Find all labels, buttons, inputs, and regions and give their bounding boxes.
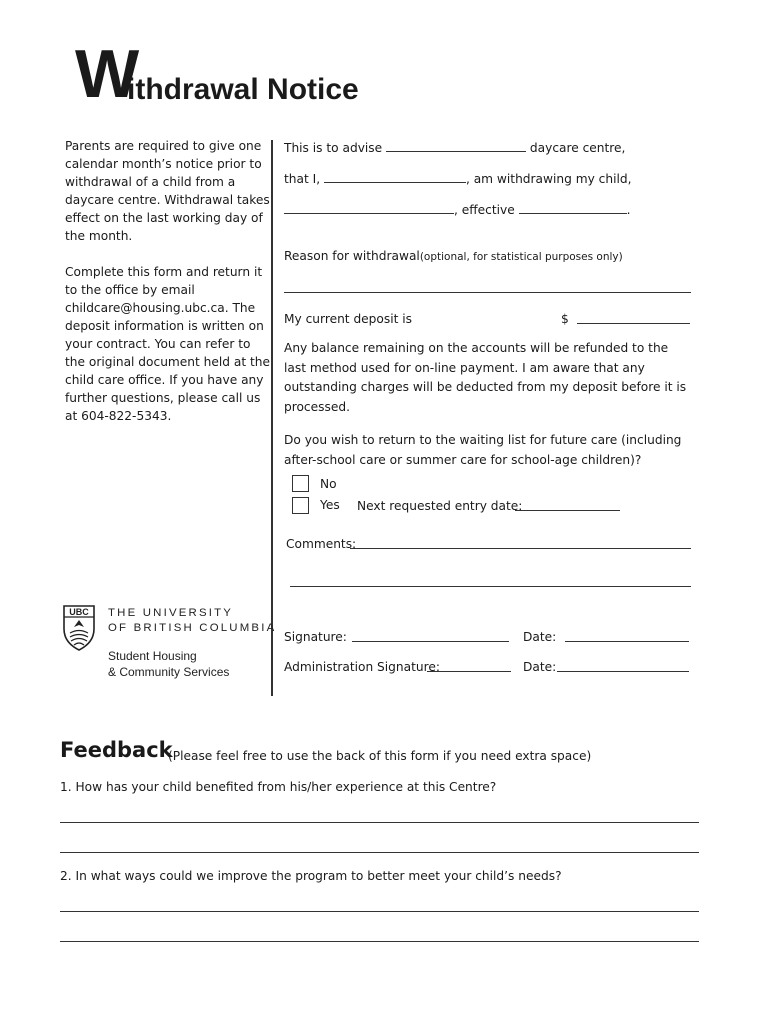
signature-date-label: Date: bbox=[523, 630, 557, 644]
that-label: that I, bbox=[284, 172, 321, 186]
feedback-note: (Please feel free to use the back of this form if you need extra space) bbox=[168, 749, 592, 763]
reason-row bbox=[284, 249, 623, 263]
advise-row bbox=[284, 138, 704, 155]
comments-label: Comments: bbox=[286, 537, 357, 551]
dollar-sign: $ bbox=[561, 312, 569, 326]
university-name-line2: OF BRITISH COLUMBIA bbox=[108, 622, 277, 634]
yes-checkbox[interactable] bbox=[292, 497, 309, 514]
comments-field-line1[interactable] bbox=[350, 548, 691, 549]
child-name-field[interactable] bbox=[284, 200, 454, 214]
reason-field[interactable] bbox=[284, 292, 691, 293]
parent-name-field[interactable] bbox=[324, 169, 466, 183]
child-row bbox=[284, 200, 704, 217]
admin-signature-field[interactable] bbox=[427, 671, 511, 672]
department-name-line1: Student Housing bbox=[108, 649, 197, 663]
effective-end: . bbox=[626, 203, 631, 217]
effective-date-field[interactable] bbox=[519, 200, 627, 214]
feedback-question-2: 2. In what ways could we improve the program to better meet your child’s needs? bbox=[60, 869, 562, 883]
comments-field-line2[interactable] bbox=[290, 586, 691, 587]
waitlist-question: Do you wish to return to the waiting list for future care (including after-school care or summer care for school-age children)? bbox=[284, 433, 682, 467]
university-name-line1: THE UNIVERSITY bbox=[108, 607, 234, 619]
ubc-crest-icon bbox=[63, 605, 95, 651]
reason-label: Reason for withdrawal bbox=[284, 249, 420, 263]
feedback-title: Feedback bbox=[60, 738, 173, 762]
university-name bbox=[108, 606, 276, 636]
admin-date-label: Date: bbox=[523, 660, 557, 674]
deposit-label: My current deposit is bbox=[284, 312, 412, 326]
admin-signature-label: Administration Signature: bbox=[284, 660, 440, 674]
page-title: ithdrawal Notice bbox=[127, 73, 359, 106]
no-option-label: No bbox=[320, 477, 337, 491]
submission-instructions-text: Complete this form and return it to the office by email childcare@housing.ubc.ca. The deposit information is written on your contract. You can refer to the original document held at the child care office. If you have any further questions, please call us at 604-822-5343. bbox=[65, 265, 271, 423]
feedback-question-1: 1. How has your child benefited from his/her experience at this Centre? bbox=[60, 780, 497, 794]
parent-row bbox=[284, 169, 704, 186]
no-checkbox[interactable] bbox=[292, 475, 309, 492]
withdrawing-label: , am withdrawing my child, bbox=[465, 172, 632, 186]
signature-field[interactable] bbox=[352, 641, 509, 642]
answer-1-line1[interactable] bbox=[60, 822, 699, 823]
signature-label: Signature: bbox=[284, 630, 347, 644]
answer-2-line2[interactable] bbox=[60, 941, 699, 942]
department-name bbox=[108, 648, 229, 680]
ubc-logo-text: UBC bbox=[69, 607, 89, 617]
answer-2-line1[interactable] bbox=[60, 911, 699, 912]
yes-option-label: Yes bbox=[320, 498, 340, 512]
title-initial-letter: W bbox=[75, 36, 138, 112]
answer-1-line2[interactable] bbox=[60, 852, 699, 853]
advise-label: This is to advise bbox=[284, 141, 383, 155]
effective-label: , effective bbox=[454, 203, 515, 217]
admin-date-field[interactable] bbox=[557, 671, 689, 672]
advise-suffix: daycare centre, bbox=[529, 141, 626, 155]
notice-requirement-text: Parents are required to give one calendar month’s notice prior to withdrawal of a child from a daycare centre. Withdrawal takes effect on the last working day of the month. bbox=[65, 139, 270, 243]
reason-note: (optional, for statistical purposes only) bbox=[419, 251, 623, 263]
entry-date-label: Next requested entry date: bbox=[357, 499, 523, 513]
signature-date-field[interactable] bbox=[565, 641, 689, 642]
entry-date-field[interactable] bbox=[515, 510, 620, 511]
deposit-amount-field[interactable] bbox=[577, 323, 690, 324]
balance-refund-text: Any balance remaining on the accounts will be refunded to the last method used for on-line payment. I am aware that any outstanding charges will be deducted from my deposit before it is processed. bbox=[284, 341, 687, 414]
daycare-centre-field[interactable] bbox=[386, 138, 526, 152]
department-name-line2: & Community Services bbox=[108, 665, 230, 679]
